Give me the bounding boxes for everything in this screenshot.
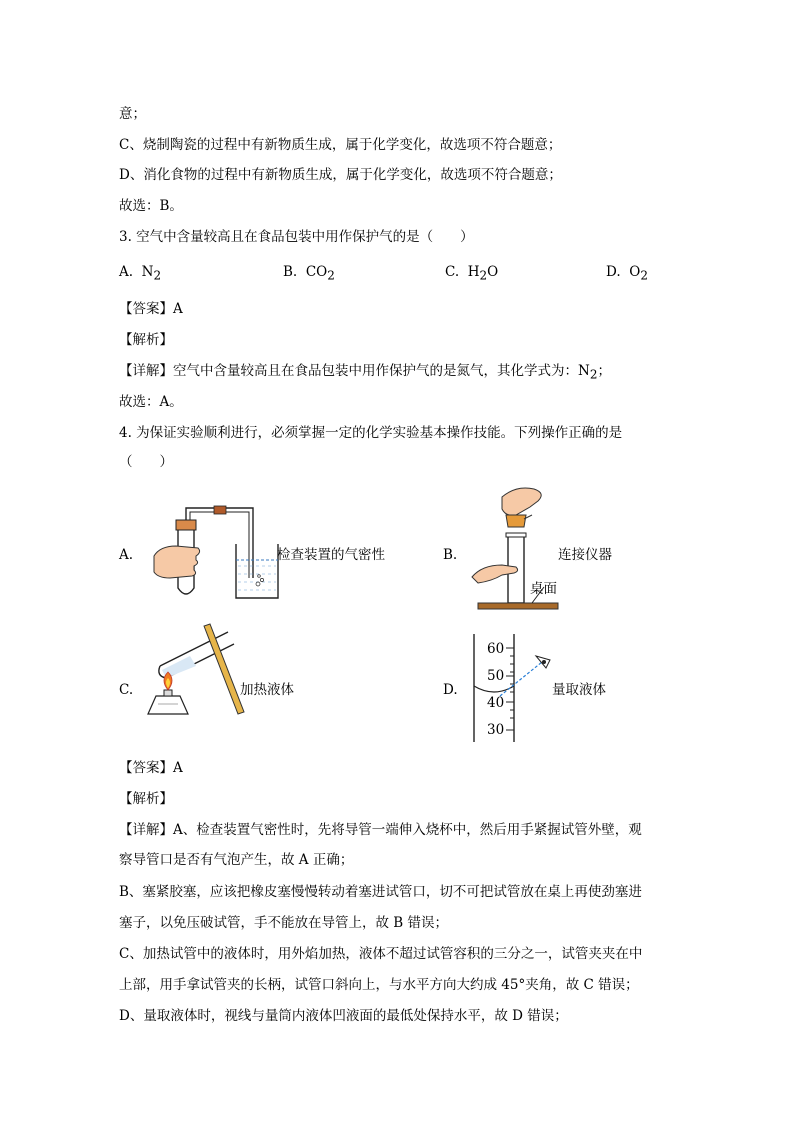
figure-b-desk-label: 桌面 (530, 581, 557, 597)
detail-line: C、加热试管中的液体时，用外焰加热，液体不超过试管容积的三分之一，试管夹夹在中 (119, 946, 643, 962)
glass-tube (186, 508, 253, 578)
figure-b-label: 连接仪器 (558, 547, 612, 563)
tick-50: 50 (487, 668, 505, 684)
subscript: 2 (589, 367, 598, 382)
text-line: 意； (119, 106, 146, 122)
tick-30: 30 (487, 722, 505, 738)
stopper (506, 515, 526, 527)
lower-hand (472, 565, 518, 583)
tick-40: 40 (487, 695, 505, 711)
sight-line (500, 662, 542, 696)
formula: N (141, 264, 154, 280)
answer-3: 【答案】A (119, 301, 183, 317)
formula: CO (305, 264, 328, 280)
formula: O (487, 264, 499, 280)
figure-a-letter: A. (119, 547, 134, 563)
detail-text: ； (597, 363, 611, 379)
subscript: 2 (327, 268, 335, 283)
detail-3 (119, 361, 611, 385)
option-b (283, 262, 335, 286)
desk (478, 603, 558, 609)
option-d (606, 262, 648, 286)
analysis-3: 【解析】 (119, 332, 173, 348)
figure-c-label: 加热液体 (240, 682, 294, 698)
detail-line: 【详解】A、检查装置气密性时，先将导管一端伸入烧杯中，然后用手紧握试管外壁，观 (119, 822, 642, 838)
figure-d-cylinder (470, 634, 560, 746)
hand (154, 546, 200, 578)
option-letter: C. (445, 264, 460, 280)
tick-60: 60 (487, 641, 505, 657)
option-c (445, 262, 498, 286)
upper-hand (502, 488, 541, 515)
rubber-connector (214, 506, 226, 514)
detail-text: 【详解】空气中含量较高且在食品包装中用作保护气的是氮气，其化学式为：N (119, 363, 590, 379)
subscript: 2 (640, 268, 648, 283)
choice-3: 故选：A。 (119, 394, 183, 410)
option-letter: D. (606, 264, 621, 280)
answer-4: 【答案】A (119, 760, 183, 776)
detail-line: 塞子，以免压破试管，手不能放在导管上，故 B 错误； (119, 915, 449, 931)
subscript: 2 (153, 268, 162, 283)
figure-a-airtightness (150, 500, 290, 605)
figure-d-label: 量取液体 (552, 682, 606, 698)
option-letter: B. (283, 264, 298, 280)
formula: H (467, 264, 480, 280)
subscript: 2 (479, 268, 488, 283)
text-line: D、消化食物的过程中有新物质生成，属于化学变化，故选项不符合题意； (119, 167, 562, 183)
option-a (119, 262, 161, 286)
detail-line: D、量取液体时，视线与量筒内液体凹液面的最低处保持水平，故 D 错误； (119, 1008, 568, 1024)
figure-c-letter: C. (119, 682, 134, 698)
question-4-paren: （ ） (119, 454, 173, 470)
question-3: 3. 空气中含量较高且在食品包装中用作保护气的是（ ） (119, 229, 474, 245)
tube-holder (204, 624, 244, 714)
option-letter: A. (119, 264, 134, 280)
figure-d-letter: D. (443, 682, 458, 698)
figure-b-letter: B. (443, 547, 458, 563)
formula: O (629, 264, 641, 280)
text-line: C、烧制陶瓷的过程中有新物质生成，属于化学变化，故选项不符合题意； (119, 137, 562, 153)
alcohol-lamp (148, 696, 188, 714)
stopper (176, 520, 196, 530)
text-line: 故选：B。 (119, 198, 183, 214)
detail-line: 上部，用手拿试管夹的长柄，试管口斜向上，与水平方向大约成 45°夹角，故 C 错误； (119, 977, 639, 993)
analysis-4: 【解析】 (119, 791, 173, 807)
figure-a-label: 检查装置的气密性 (277, 547, 385, 563)
figure-c-heating (140, 612, 250, 722)
question-4: 4. 为保证实验顺利进行，必须掌握一定的化学实验基本操作技能。下列操作正确的是 (119, 425, 623, 441)
detail-line: 察导管口是否有气泡产生，故 A 正确； (119, 852, 354, 868)
detail-line: B、塞紧胶塞，应该把橡皮塞慢慢转动着塞进试管口，切不可把试管放在桌上再使劲塞进 (119, 884, 642, 900)
